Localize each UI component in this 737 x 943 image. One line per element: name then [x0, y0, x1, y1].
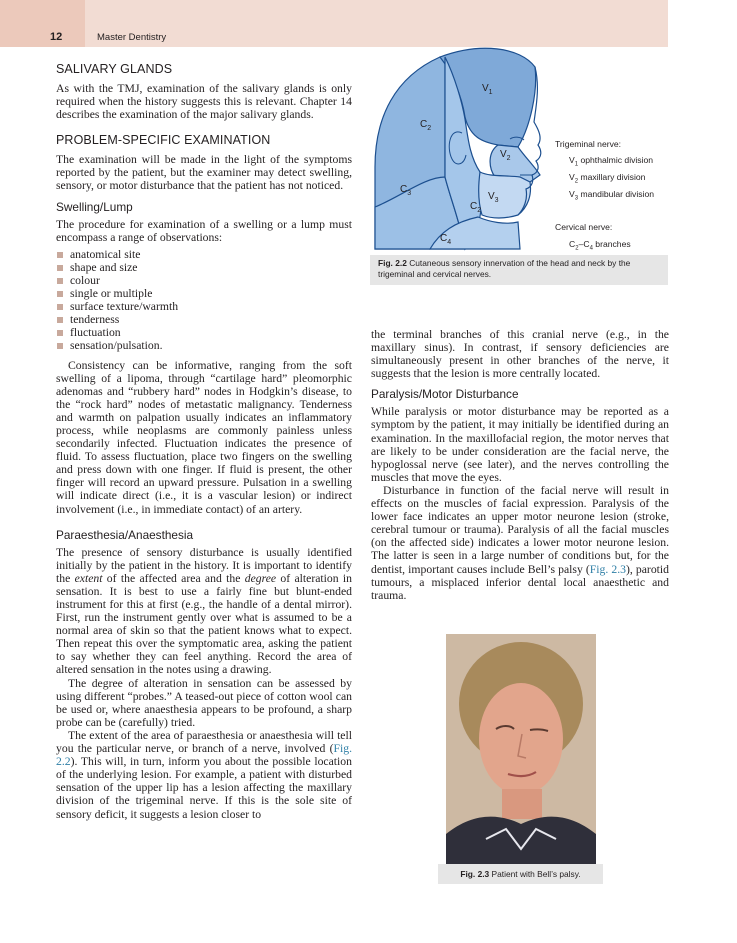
- bullet-square-icon: [57, 343, 63, 349]
- head-neck-dermatome-diagram: [370, 47, 668, 255]
- label-c4: $C_4$: [440, 233, 452, 246]
- observation-list: [56, 248, 352, 353]
- label-v3: $V_3$: [488, 191, 499, 204]
- bullet-square-icon: [57, 317, 63, 323]
- legend-v2: $V_2$ maxillary division: [569, 172, 646, 185]
- label-v2: $V_2$: [500, 149, 511, 162]
- patient-photo-illustration: [446, 634, 596, 864]
- figure-2-2: [370, 47, 668, 282]
- fig-2-2-link[interactable]: Fig. 2.2: [56, 742, 352, 769]
- bullet-square-icon: [57, 291, 63, 297]
- bullet-square-icon: [57, 304, 63, 310]
- para-facial-nerve: Disturbance in function of the facial nerve will result in effects on the muscles of facial expression. Paralysis of the lower face indicates an upper motor neurone lesion (stroke, cerebral tumour or trauma). Paralysis of all the facial muscles (on the affected side) indicates a lower motor neurone lesion. The latter is seen in a large number of conditions but, for the dentist, important causes include Bell’s palsy (Fig. 2.3), parotid tumours, a misplaced inferior dental local anaesthetic and trauma.: [371, 483, 670, 602]
- figure-2-2-caption: Fig. 2.2 Cutaneous sensory innervation of the head and neck by the trigeminal and cervical nerves.: [370, 255, 668, 285]
- legend-cervical: Cervical nerve:: [555, 222, 613, 232]
- heading-paralysis: Paralysis/Motor Disturbance: [371, 387, 519, 402]
- running-head: Master Dentistry: [97, 32, 167, 43]
- running-header: [0, 0, 668, 47]
- list-item: tenderness: [56, 313, 352, 326]
- figure-2-3-photo: [446, 634, 596, 864]
- bullet-square-icon: [57, 252, 63, 258]
- list-item: fluctuation: [56, 326, 352, 339]
- page-number: 12: [50, 31, 63, 43]
- para-continuation: the terminal branches of this cranial nerve (e.g., in the maxillary sinus). In contrast, if sensory deficiencies are simultaneously present in other branches of the nerve, it suggests that the lesion is more centrally located.: [371, 328, 669, 381]
- para-paralysis: While paralysis or motor disturbance may be reported as a symptom by the patient, it may initially be identified during an examination. In the maxillofacial region, the motor nerves that are likely to be under consideration are the facial nerve, the hypoglossal nerve (see later), and the nerves controlling the muscles that move the eyes.: [371, 405, 669, 484]
- para-consistency: Consistency can be informative, ranging from the soft swelling of a lipoma, through “cartilage hard” pleomorphic adenomas and “rubbery hard” nodes in Hodgkin’s disease, to the “rock hard” nodes of metastatic malignancy. Tenderness and warmth on palpation usually indicates an inflammatory process, while neoplasms are commonly painless unless secondarily infected. Fluctuation indicates the presence of fluid. To assess fluctuation, place two fingers on the swelling and press down with one finger. If fluid is present, the other finger will record an upward pressure. Pulsation in a swelling will indicate direct (i.e., it is a vascular lesion) or indirect involvement (i.e., in immediate contact) of an artery.: [56, 358, 352, 516]
- legend-v1: $V_1$ ophthalmic division: [569, 155, 654, 168]
- legend-trigeminal: Trigeminal nerve:: [555, 139, 622, 149]
- bullet-square-icon: [57, 265, 63, 271]
- para-paraesthesia: The presence of sensory disturbance is usually identified initially by the patient in the history. It is important to identify the extent of the affected area and the degree of alteration in sensation. It is best to use a fairly fine but blunt-ended instrument for this at first (e.g., the handle of a dental mirror). First, run the instrument gently over what is assumed to be a normal area of skin so that the patient knows what to expect. Then repeat this over the symptomatic area, asking the patient to say whether they can feel anything. Record the area of altered sensation in the notes using a drawing.: [56, 545, 352, 677]
- list-item: colour: [56, 274, 352, 287]
- heading-paraesthesia: Paraesthesia/Anaesthesia: [56, 527, 194, 542]
- label-v1: $V_1$: [482, 83, 493, 96]
- left-column: [56, 62, 352, 821]
- list-item: single or multiple: [56, 287, 352, 300]
- legend-v3: $V_3$ mandibular division: [569, 189, 655, 202]
- figure-2-3-caption: Fig. 2.3 Patient with Bell’s palsy.: [438, 864, 603, 884]
- heading-salivary-glands: SALIVARY GLANDS: [56, 62, 173, 76]
- para-problem: The examination will be made in the light of the symptoms reported by the patient, but the examiner may detect swelling, sensory, or motor disturbance that the patient has not noticed.: [56, 153, 352, 193]
- para-swelling: The procedure for examination of a swelling or a lump must encompass a range of observations:: [56, 217, 352, 244]
- label-c2-neck: $C_2$: [470, 201, 482, 214]
- header-tab: [0, 0, 85, 47]
- heading-swelling: Swelling/Lump: [56, 199, 133, 214]
- heading-problem-specific: PROBLEM-SPECIFIC EXAMINATION: [56, 133, 271, 148]
- fig-2-3-link[interactable]: Fig. 2.3: [589, 562, 626, 576]
- para-extent: The extent of the area of paraesthesia or anaesthesia will tell you the particular nerve, or branch of a nerve, involved (Fig. 2.2). This will, in turn, inform you about the possible location of the underlying lesion. For example, a patient with disturbed sensation of the upper lip has a lesion affecting the maxillary division of the trigeminal nerve. If this is the sole site of sensory deficit, it suggests a lesion closer to: [56, 728, 352, 821]
- list-item: sensation/pulsation.: [56, 339, 352, 352]
- bullet-square-icon: [57, 278, 63, 284]
- bullet-square-icon: [57, 330, 63, 336]
- list-item: anatomical site: [56, 248, 352, 261]
- list-item: surface texture/warmth: [56, 300, 352, 313]
- right-column: [371, 328, 669, 602]
- list-item: shape and size: [56, 261, 352, 274]
- para-degree: The degree of alteration in sensation can be assessed by using different “probes.” A teased-out piece of cotton wool can be used or, where anaesthesia appears to be profound, a sharp probe can be (carefully) tried.: [56, 676, 352, 729]
- label-c2-back: $C_2$: [420, 119, 432, 132]
- para-salivary: As with the TMJ, examination of the salivary glands is only required when the history suggests this is relevant. Chapter 14 describes the examination of the major salivary glands.: [56, 82, 352, 122]
- legend-c2-c4: $C_2-C_4$ branches: [569, 239, 631, 252]
- label-c3: $C_3$: [400, 184, 412, 197]
